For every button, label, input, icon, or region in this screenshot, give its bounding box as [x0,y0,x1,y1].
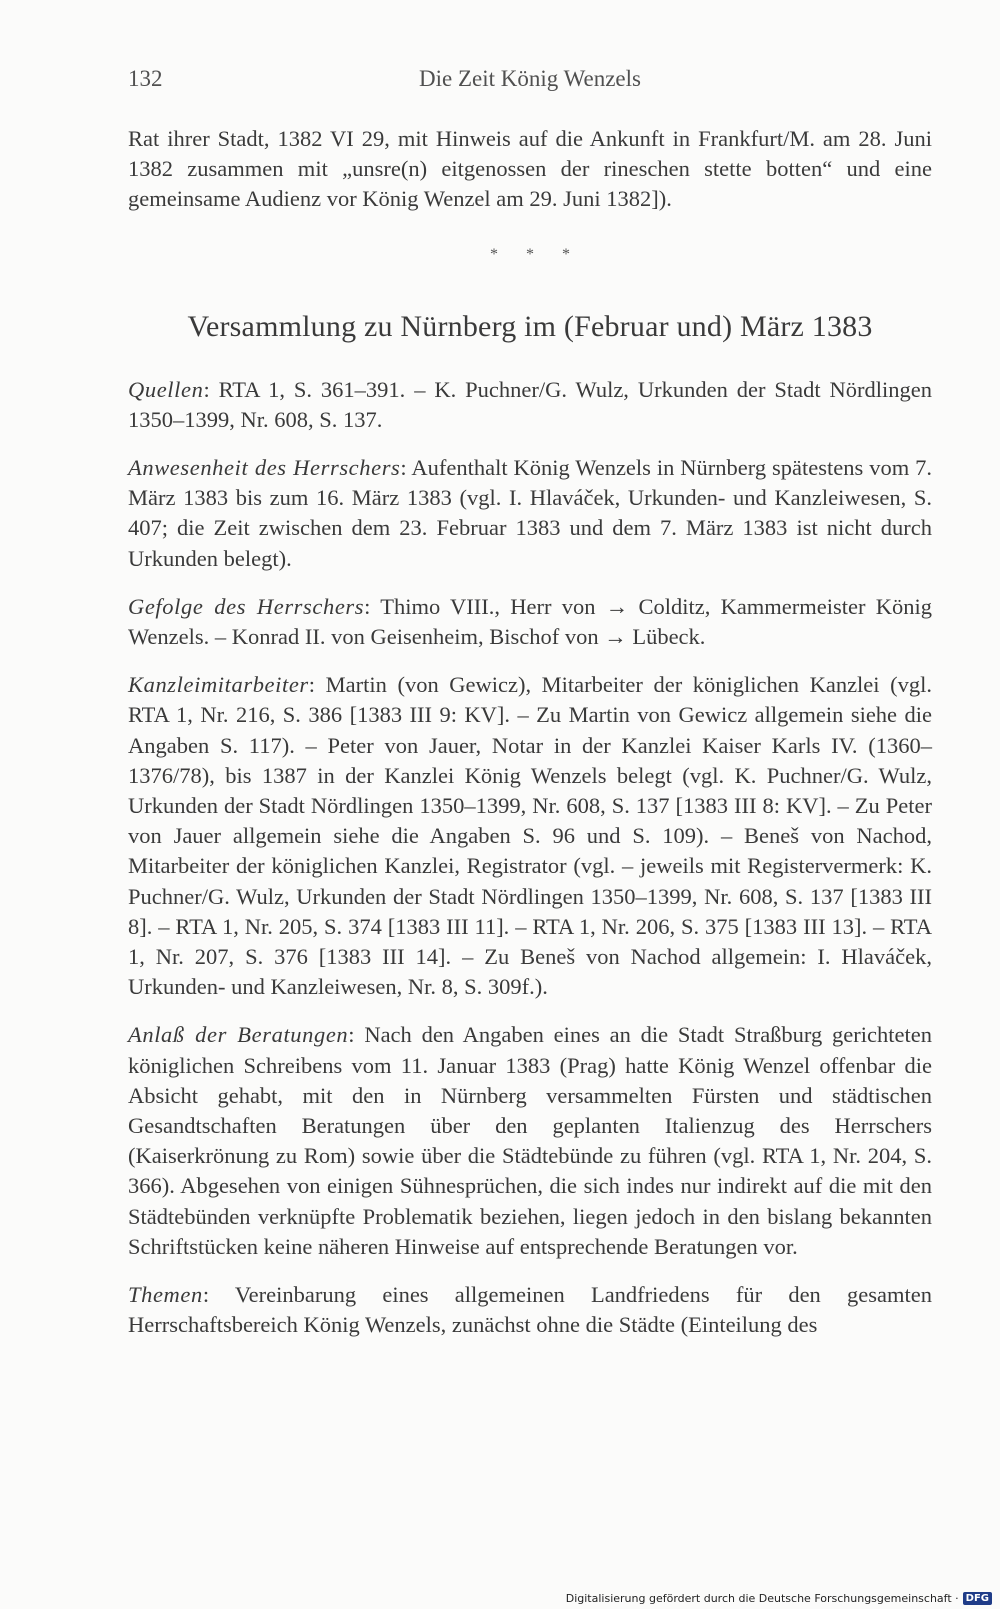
section-text: : Vereinbarung eines allgemeinen Landfriedens für den gesamten Herrschaftsbereich König Wenzels, zunächst ohne die Städte (Einteilung des [128,1282,932,1338]
footer-text: Digitalisierung gefördert durch die Deutsche Forschungsgemeinschaft · [565,1592,959,1605]
section-kanzleimitarbeiter [128,670,932,1002]
section-label: Gefolge des Herrschers [128,593,365,619]
dfg-logo: DFG [963,1592,992,1605]
section-text: : Thimo VIII., Herr von → Colditz, Kammermeister König Wenzels. – Konrad II. von Geisenheim, Bischof von → Lübeck. [128,593,933,650]
section-themen [128,1280,932,1340]
section-title: Versammlung zu Nürnberg im (Februar und) März 1383 [187,309,873,343]
section-separator: * * * [490,245,582,263]
section-text: : Nach den Angaben eines an die Stadt Straßburg gerichteten königlichen Schreibens vom 11. Januar 1383 (Prag) hatte König Wenzel offenbar die Absicht gehabt, mit den in Nürnberg versammelten Fürsten und städtischen Gesandtschaften Beratungen über den geplanten Italienzug des Herrschers (Kaiserkrönung zu Rom) sowie über die Städtebünde zu führen (vgl. RTA 1, Nr. 204, S. 366). Abgesehen von einigen Sühnesprüchen, die sich indes nur indirekt auf die mit den Städtebünden verknüpfte Problematik beziehen, liegen jedoch in den bislang bekannten Schriftstücken keine näheren Hinweise auf entsprechende Beratungen vor. [128,1022,932,1259]
continuation-paragraph: Rat ihrer Stadt, 1382 VI 29, mit Hinweis auf die Ankunft in Frankfurt/M. am 28. Juni 1382 zusammen mit „unsre(n) eitgenossen der rineschen stette botten“ und eine gemeinsame Audienz vor König Wenzel am 29. Juni 1382]). [128,126,932,212]
section-anwesenheit [128,453,932,574]
page-body [128,124,932,1359]
section-anlass [128,1020,932,1262]
page-number: 132 [128,66,163,91]
section-label: Anlaß der Beratungen [128,1022,349,1048]
section-label: Quellen [128,376,204,402]
section-gefolge [128,592,932,652]
section-text: : Martin (von Gewicz), Mitarbeiter der königlichen Kanzlei (vgl. RTA 1, Nr. 216, S. 386 [1383 III 9: KV]. – Zu Martin von Gewicz allgemein siehe die Angaben S. 117). – Peter von Jauer, Notar in der Kanzlei Kaiser Karls IV. (1360–1376/78), bis 1387 in der Kanzlei König Wenzels belegt (vgl. K. Puchner/G. Wulz, Urkunden der Stadt Nördlingen 1350–1399, Nr. 608, S. 137 [1383 III 8: KV]. – Zu Peter von Jauer allgemein siehe die Angaben S. 96 und S. 109). – Beneš von Nachod, Mitarbeiter der königlichen Kanzlei, Registrator (vgl. – jeweils mit Registervermerk: K. Puchner/G. Wulz, Urkunden der Stadt Nördlingen 1350–1399, Nr. 608, S. 137 [1383 III 8]. – RTA 1, Nr. 205, S. 374 [1383 III 11]. – RTA 1, Nr. 206, S. 375 [1383 III 13]. – RTA 1, Nr. 207, S. 376 [1383 III 14]. – Zu Beneš von Nachod allgemein: I. Hlaváček, Urkunden- und Kanzleiwesen, Nr. 8, S. 309f.). [128,672,932,1000]
section-quellen [128,375,932,435]
section-text: : RTA 1, S. 361–391. – K. Puchner/G. Wulz, Urkunden der Stadt Nördlingen 1350–1399, Nr. 608, S. 137. [128,376,932,432]
section-label: Anwesenheit des Herrschers [128,455,401,481]
page-header [128,66,932,106]
section-text: : Aufenthalt König Wenzels in Nürnberg spätestens vom 7. März 1383 bis zum 16. März 1383 (vgl. I. Hlaváček, Urkunden- und Kanzleiwesen, S. 407; die Zeit zwischen dem 23. Februar 1383 und dem 7. März 1383 ist nicht durch Urkunden belegt). [128,455,932,571]
digitization-footer [566,1592,992,1605]
section-label: Kanzleimitarbeiter [128,672,309,698]
running-title: Die Zeit König Wenzels [419,66,641,91]
section-label: Themen [128,1282,203,1308]
